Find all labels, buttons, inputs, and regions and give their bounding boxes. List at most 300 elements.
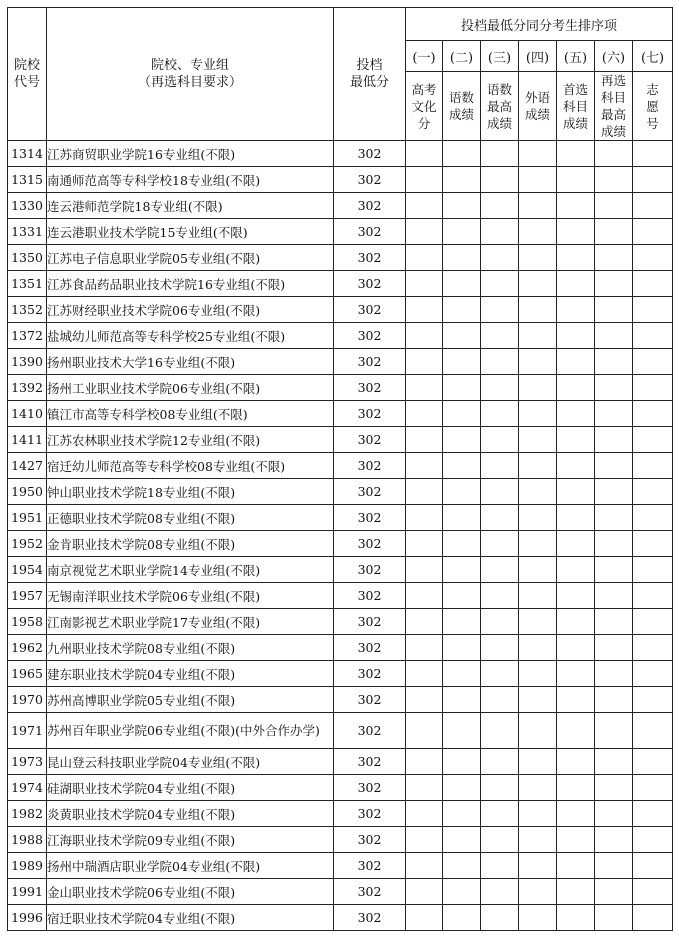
table-row [8, 557, 673, 583]
sort-item-cell [481, 401, 519, 427]
header-sort-item-number: (七) [633, 41, 673, 72]
sort-item-cell [557, 375, 595, 401]
sort-item-cell [519, 713, 557, 749]
sort-item-cell [557, 193, 595, 219]
sort-item-cell [595, 879, 633, 905]
header-sort-item-number: (二) [443, 41, 481, 72]
sort-item-cell [595, 297, 633, 323]
sort-item-cell [443, 349, 481, 375]
school-code: 1952 [8, 531, 47, 557]
header-sort-item-label: 再选 科目 最高 成绩 [595, 72, 633, 141]
school-code: 1315 [8, 167, 47, 193]
sort-item-cell [406, 713, 443, 749]
school-code: 1957 [8, 583, 47, 609]
header-sort-item-label: 志 愿 号 [633, 72, 673, 141]
min-score: 302 [334, 827, 406, 853]
table-row [8, 245, 673, 271]
min-score: 302 [334, 193, 406, 219]
sort-item-cell [519, 245, 557, 271]
sort-item-cell [519, 531, 557, 557]
sort-item-cell [557, 661, 595, 687]
sort-item-cell [633, 905, 673, 931]
sort-item-cell [519, 661, 557, 687]
min-score: 302 [334, 349, 406, 375]
school-group-name: 盐城幼儿师范高等专科学校25专业组(不限) [47, 323, 334, 349]
school-group-name: 南京视觉艺术职业学院14专业组(不限) [47, 557, 334, 583]
sort-item-cell [406, 905, 443, 931]
table-row [8, 453, 673, 479]
sort-item-cell [406, 141, 443, 167]
sort-item-cell [557, 713, 595, 749]
sort-item-cell [595, 583, 633, 609]
school-code: 1410 [8, 401, 47, 427]
sort-item-cell [406, 775, 443, 801]
table-row [8, 271, 673, 297]
sort-item-cell [443, 167, 481, 193]
min-score: 302 [334, 141, 406, 167]
sort-item-cell [633, 661, 673, 687]
sort-item-cell [519, 167, 557, 193]
school-code: 1958 [8, 609, 47, 635]
sort-item-cell [406, 635, 443, 661]
sort-item-cell [443, 453, 481, 479]
sort-item-cell [557, 167, 595, 193]
sort-item-cell [443, 749, 481, 775]
sort-item-cell [406, 271, 443, 297]
sort-item-cell [633, 827, 673, 853]
min-score: 302 [334, 219, 406, 245]
sort-item-cell [443, 801, 481, 827]
sort-item-cell [519, 219, 557, 245]
sort-item-cell [519, 749, 557, 775]
school-code: 1962 [8, 635, 47, 661]
sort-item-cell [519, 879, 557, 905]
sort-item-cell [481, 167, 519, 193]
sort-item-cell [443, 505, 481, 531]
min-score: 302 [334, 853, 406, 879]
table-row [8, 687, 673, 713]
min-score: 302 [334, 323, 406, 349]
table-row [8, 193, 673, 219]
sort-item-cell [519, 349, 557, 375]
table-row [8, 635, 673, 661]
sort-item-cell [633, 775, 673, 801]
sort-item-cell [557, 749, 595, 775]
sort-item-cell [633, 801, 673, 827]
min-score: 302 [334, 801, 406, 827]
sort-item-cell [443, 219, 481, 245]
sort-item-cell [557, 853, 595, 879]
sort-item-cell [595, 271, 633, 297]
table-row [8, 297, 673, 323]
header-sort-item-label: 高考 文化 分 [406, 72, 443, 141]
sort-item-cell [633, 505, 673, 531]
sort-item-cell [481, 583, 519, 609]
sort-item-cell [557, 323, 595, 349]
sort-item-cell [406, 245, 443, 271]
admission-score-table [7, 7, 673, 931]
sort-item-cell [443, 297, 481, 323]
min-score: 302 [334, 505, 406, 531]
sort-item-cell [519, 141, 557, 167]
school-code: 1954 [8, 557, 47, 583]
sort-item-cell [557, 801, 595, 827]
table-row [8, 401, 673, 427]
sort-item-cell [633, 427, 673, 453]
sort-item-cell [519, 297, 557, 323]
sort-item-cell [595, 687, 633, 713]
sort-item-cell [481, 505, 519, 531]
sort-item-cell [633, 713, 673, 749]
table-row [8, 375, 673, 401]
sort-item-cell [443, 879, 481, 905]
school-code: 1427 [8, 453, 47, 479]
sort-item-cell [481, 557, 519, 583]
sort-item-cell [443, 401, 481, 427]
min-score: 302 [334, 635, 406, 661]
school-code: 1331 [8, 219, 47, 245]
sort-item-cell [633, 219, 673, 245]
school-group-name: 硅湖职业技术学院04专业组(不限) [47, 775, 334, 801]
sort-item-cell [481, 349, 519, 375]
sort-item-cell [519, 193, 557, 219]
sort-item-cell [557, 245, 595, 271]
sort-item-cell [519, 375, 557, 401]
sort-item-cell [557, 609, 595, 635]
sort-item-cell [519, 479, 557, 505]
sort-item-cell [519, 853, 557, 879]
school-code: 1372 [8, 323, 47, 349]
table-row [8, 661, 673, 687]
header-sort-item-label: 语数 成绩 [443, 72, 481, 141]
sort-item-cell [595, 401, 633, 427]
sort-item-cell [481, 531, 519, 557]
sort-item-cell [406, 801, 443, 827]
sort-item-cell [633, 879, 673, 905]
table-row [8, 479, 673, 505]
sort-item-cell [481, 453, 519, 479]
sort-item-cell [481, 427, 519, 453]
header-sort-item-number: (一) [406, 41, 443, 72]
school-code: 1982 [8, 801, 47, 827]
sort-item-cell [633, 375, 673, 401]
sort-item-cell [519, 271, 557, 297]
header-school-group: 院校、专业组 （再选科目要求） [47, 8, 334, 141]
sort-item-cell [633, 401, 673, 427]
sort-item-cell [557, 635, 595, 661]
min-score: 302 [334, 401, 406, 427]
header-min-score: 投档 最低分 [334, 8, 406, 141]
sort-item-cell [406, 827, 443, 853]
sort-item-cell [557, 879, 595, 905]
min-score: 302 [334, 687, 406, 713]
sort-item-cell [443, 583, 481, 609]
sort-item-cell [557, 687, 595, 713]
table-row [8, 505, 673, 531]
sort-item-cell [443, 635, 481, 661]
school-group-name: 江苏财经职业技术学院06专业组(不限) [47, 297, 334, 323]
sort-item-cell [595, 505, 633, 531]
sort-item-cell [633, 141, 673, 167]
table-row [8, 905, 673, 931]
header-sort-item-label: 外语 成绩 [519, 72, 557, 141]
sort-item-cell [443, 141, 481, 167]
sort-item-cell [595, 219, 633, 245]
table-row [8, 141, 673, 167]
sort-item-cell [595, 245, 633, 271]
sort-item-cell [595, 193, 633, 219]
school-code: 1350 [8, 245, 47, 271]
sort-item-cell [595, 905, 633, 931]
sort-item-cell [633, 297, 673, 323]
sort-item-cell [595, 427, 633, 453]
header-school-code: 院校 代号 [8, 8, 47, 141]
school-group-name: 昆山登云科技职业学院04专业组(不限) [47, 749, 334, 775]
min-score: 302 [334, 167, 406, 193]
sort-item-cell [595, 375, 633, 401]
sort-item-cell [519, 905, 557, 931]
table-header [8, 8, 673, 141]
sort-item-cell [481, 661, 519, 687]
sort-item-cell [443, 775, 481, 801]
sort-item-cell [557, 775, 595, 801]
school-code: 1989 [8, 853, 47, 879]
sort-item-cell [406, 375, 443, 401]
sort-item-cell [406, 349, 443, 375]
school-group-name: 江苏农林职业技术学院12专业组(不限) [47, 427, 334, 453]
sort-item-cell [443, 661, 481, 687]
sort-item-cell [406, 297, 443, 323]
sort-item-cell [557, 427, 595, 453]
school-group-name: 江苏食品药品职业技术学院16专业组(不限) [47, 271, 334, 297]
school-code: 1991 [8, 879, 47, 905]
sort-item-cell [406, 479, 443, 505]
school-code: 1392 [8, 375, 47, 401]
sort-item-cell [557, 827, 595, 853]
school-group-name: 江南影视艺术职业学院17专业组(不限) [47, 609, 334, 635]
school-group-name: 正德职业技术学院08专业组(不限) [47, 505, 334, 531]
school-code: 1330 [8, 193, 47, 219]
sort-item-cell [633, 323, 673, 349]
school-group-name: 苏州百年职业学院06专业组(不限)(中外合作办学) [47, 713, 334, 749]
sort-item-cell [633, 635, 673, 661]
school-code: 1971 [8, 713, 47, 749]
min-score: 302 [334, 713, 406, 749]
sort-item-cell [519, 323, 557, 349]
sort-item-cell [633, 453, 673, 479]
sort-item-cell [443, 713, 481, 749]
sort-item-cell [481, 801, 519, 827]
sort-item-cell [519, 453, 557, 479]
sort-item-cell [519, 609, 557, 635]
sort-item-cell [443, 853, 481, 879]
sort-item-cell [557, 905, 595, 931]
school-group-name: 江苏商贸职业学院16专业组(不限) [47, 141, 334, 167]
min-score: 302 [334, 583, 406, 609]
sort-item-cell [595, 323, 633, 349]
school-code: 1988 [8, 827, 47, 853]
sort-item-cell [443, 479, 481, 505]
sort-item-cell [481, 271, 519, 297]
sort-item-cell [595, 801, 633, 827]
sort-item-cell [595, 141, 633, 167]
sort-item-cell [406, 687, 443, 713]
sort-item-cell [557, 219, 595, 245]
min-score: 302 [334, 245, 406, 271]
table-row [8, 853, 673, 879]
school-code: 1965 [8, 661, 47, 687]
sort-item-cell [443, 245, 481, 271]
sort-item-cell [595, 827, 633, 853]
sort-item-cell [481, 853, 519, 879]
sort-item-cell [481, 905, 519, 931]
min-score: 302 [334, 479, 406, 505]
sort-item-cell [633, 749, 673, 775]
sort-item-cell [481, 609, 519, 635]
sort-item-cell [633, 609, 673, 635]
header-sort-item-label: 语数 最高 成绩 [481, 72, 519, 141]
school-group-name: 无锡南洋职业技术学院06专业组(不限) [47, 583, 334, 609]
school-code: 1314 [8, 141, 47, 167]
school-code: 1411 [8, 427, 47, 453]
sort-item-cell [519, 401, 557, 427]
sort-item-cell [406, 609, 443, 635]
sort-item-cell [595, 749, 633, 775]
school-code: 1970 [8, 687, 47, 713]
sort-item-cell [595, 349, 633, 375]
sort-item-cell [557, 531, 595, 557]
sort-item-cell [481, 141, 519, 167]
header-tiebreak-group: 投档最低分同分考生排序项 [406, 8, 673, 41]
sort-item-cell [481, 879, 519, 905]
table-row [8, 801, 673, 827]
sort-item-cell [519, 801, 557, 827]
school-code: 1973 [8, 749, 47, 775]
sort-item-cell [595, 531, 633, 557]
table-row [8, 879, 673, 905]
sort-item-cell [481, 219, 519, 245]
sort-item-cell [406, 167, 443, 193]
sort-item-cell [406, 219, 443, 245]
school-group-name: 连云港职业技术学院15专业组(不限) [47, 219, 334, 245]
sort-item-cell [633, 531, 673, 557]
sort-item-cell [406, 531, 443, 557]
sort-item-cell [557, 349, 595, 375]
sort-item-cell [633, 583, 673, 609]
sort-item-cell [443, 557, 481, 583]
min-score: 302 [334, 297, 406, 323]
sort-item-cell [481, 375, 519, 401]
min-score: 302 [334, 749, 406, 775]
sort-item-cell [443, 905, 481, 931]
header-sort-item-number: (三) [481, 41, 519, 72]
sort-item-cell [443, 193, 481, 219]
sort-item-cell [633, 853, 673, 879]
sort-item-cell [481, 245, 519, 271]
school-group-name: 连云港师范学院18专业组(不限) [47, 193, 334, 219]
school-code: 1390 [8, 349, 47, 375]
sort-item-cell [633, 245, 673, 271]
school-group-name: 炎黄职业技术学院04专业组(不限) [47, 801, 334, 827]
min-score: 302 [334, 775, 406, 801]
sort-item-cell [481, 297, 519, 323]
school-group-name: 扬州职业技术大学16专业组(不限) [47, 349, 334, 375]
sort-item-cell [595, 479, 633, 505]
school-code: 1351 [8, 271, 47, 297]
sort-item-cell [557, 557, 595, 583]
school-code: 1996 [8, 905, 47, 931]
sort-item-cell [633, 687, 673, 713]
table-row [8, 323, 673, 349]
school-code: 1950 [8, 479, 47, 505]
school-group-name: 镇江市高等专科学校08专业组(不限) [47, 401, 334, 427]
sort-item-cell [633, 167, 673, 193]
table-row [8, 749, 673, 775]
school-group-name: 江海职业技术学院09专业组(不限) [47, 827, 334, 853]
sort-item-cell [595, 453, 633, 479]
min-score: 302 [334, 609, 406, 635]
school-group-name: 扬州工业职业技术学院06专业组(不限) [47, 375, 334, 401]
school-code: 1352 [8, 297, 47, 323]
sort-item-cell [557, 479, 595, 505]
sort-item-cell [406, 505, 443, 531]
header-sort-item-label: 首选 科目 成绩 [557, 72, 595, 141]
sort-item-cell [406, 401, 443, 427]
table-row [8, 583, 673, 609]
sort-item-cell [595, 661, 633, 687]
min-score: 302 [334, 453, 406, 479]
sort-item-cell [595, 853, 633, 879]
min-score: 302 [334, 557, 406, 583]
sort-item-cell [481, 635, 519, 661]
sort-item-cell [443, 687, 481, 713]
school-group-name: 建东职业技术学院04专业组(不限) [47, 661, 334, 687]
table-row [8, 827, 673, 853]
sort-item-cell [595, 775, 633, 801]
sort-item-cell [443, 375, 481, 401]
sort-item-cell [406, 193, 443, 219]
table-row [8, 427, 673, 453]
sort-item-cell [519, 557, 557, 583]
school-group-name: 金肯职业技术学院08专业组(不限) [47, 531, 334, 557]
school-group-name: 宿迁职业技术学院04专业组(不限) [47, 905, 334, 931]
sort-item-cell [557, 583, 595, 609]
sort-item-cell [633, 349, 673, 375]
sort-item-cell [633, 271, 673, 297]
sort-item-cell [595, 713, 633, 749]
sort-item-cell [557, 297, 595, 323]
sort-item-cell [481, 775, 519, 801]
school-group-name: 钟山职业技术学院18专业组(不限) [47, 479, 334, 505]
school-code: 1951 [8, 505, 47, 531]
table-row [8, 349, 673, 375]
sort-item-cell [481, 323, 519, 349]
sort-item-cell [443, 827, 481, 853]
min-score: 302 [334, 375, 406, 401]
table-row [8, 713, 673, 749]
school-code: 1974 [8, 775, 47, 801]
sort-item-cell [406, 453, 443, 479]
sort-item-cell [481, 827, 519, 853]
school-group-name: 江苏电子信息职业学院05专业组(不限) [47, 245, 334, 271]
sort-item-cell [406, 661, 443, 687]
sort-item-cell [595, 609, 633, 635]
sort-item-cell [406, 557, 443, 583]
sort-item-cell [519, 827, 557, 853]
sort-item-cell [519, 635, 557, 661]
min-score: 302 [334, 427, 406, 453]
table-row [8, 609, 673, 635]
